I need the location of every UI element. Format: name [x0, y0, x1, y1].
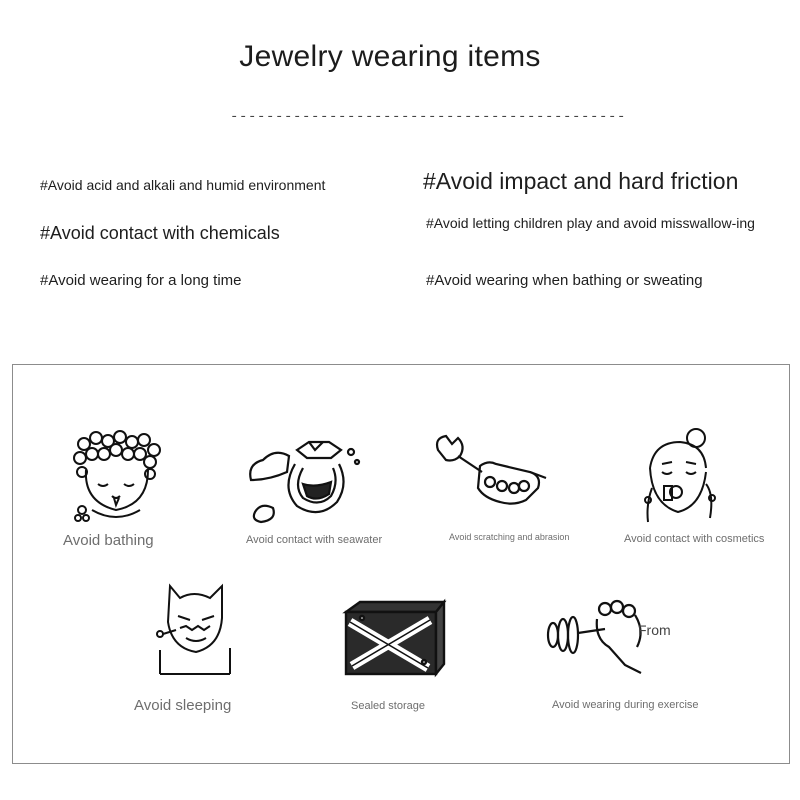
caption-avoid-bathing: Avoid bathing: [63, 532, 154, 549]
sleeping-girl-icon: [150, 578, 240, 678]
caption-avoid-scratching: Avoid scratching and abrasion: [449, 532, 570, 542]
tip-children-swallow: #Avoid letting children play and avoid misswallow-ing: [426, 215, 755, 231]
caption-sealed-storage: Sealed storage: [351, 700, 425, 712]
title-divider: --------------------------------------------: [230, 109, 627, 125]
wrench-hand-icon: [430, 432, 550, 512]
tip-chemicals: #Avoid contact with chemicals: [40, 223, 280, 243]
page-title: Jewelry wearing items: [239, 40, 541, 73]
caption-avoid-cosmetics: Avoid contact with cosmetics: [624, 533, 765, 545]
tip-long-time: #Avoid wearing for a long time: [40, 272, 242, 289]
caption-avoid-seawater: Avoid contact with seawater: [246, 534, 383, 546]
from-overlay-text: From: [638, 622, 671, 638]
caption-avoid-exercise: Avoid wearing during exercise: [552, 699, 699, 711]
bathing-girl-icon: [70, 430, 170, 530]
cosmetics-girl-icon: [640, 428, 720, 528]
caption-avoid-sleeping: Avoid sleeping: [134, 697, 232, 714]
tip-impact-friction: #Avoid impact and hard friction: [423, 168, 739, 194]
tip-bathing-sweating: #Avoid wearing when bathing or sweating: [426, 272, 703, 289]
tip-acid-alkali: #Avoid acid and alkali and humid environment: [40, 177, 326, 193]
ring-seawater-icon: [245, 440, 375, 530]
sealed-box-icon: [340, 598, 450, 678]
